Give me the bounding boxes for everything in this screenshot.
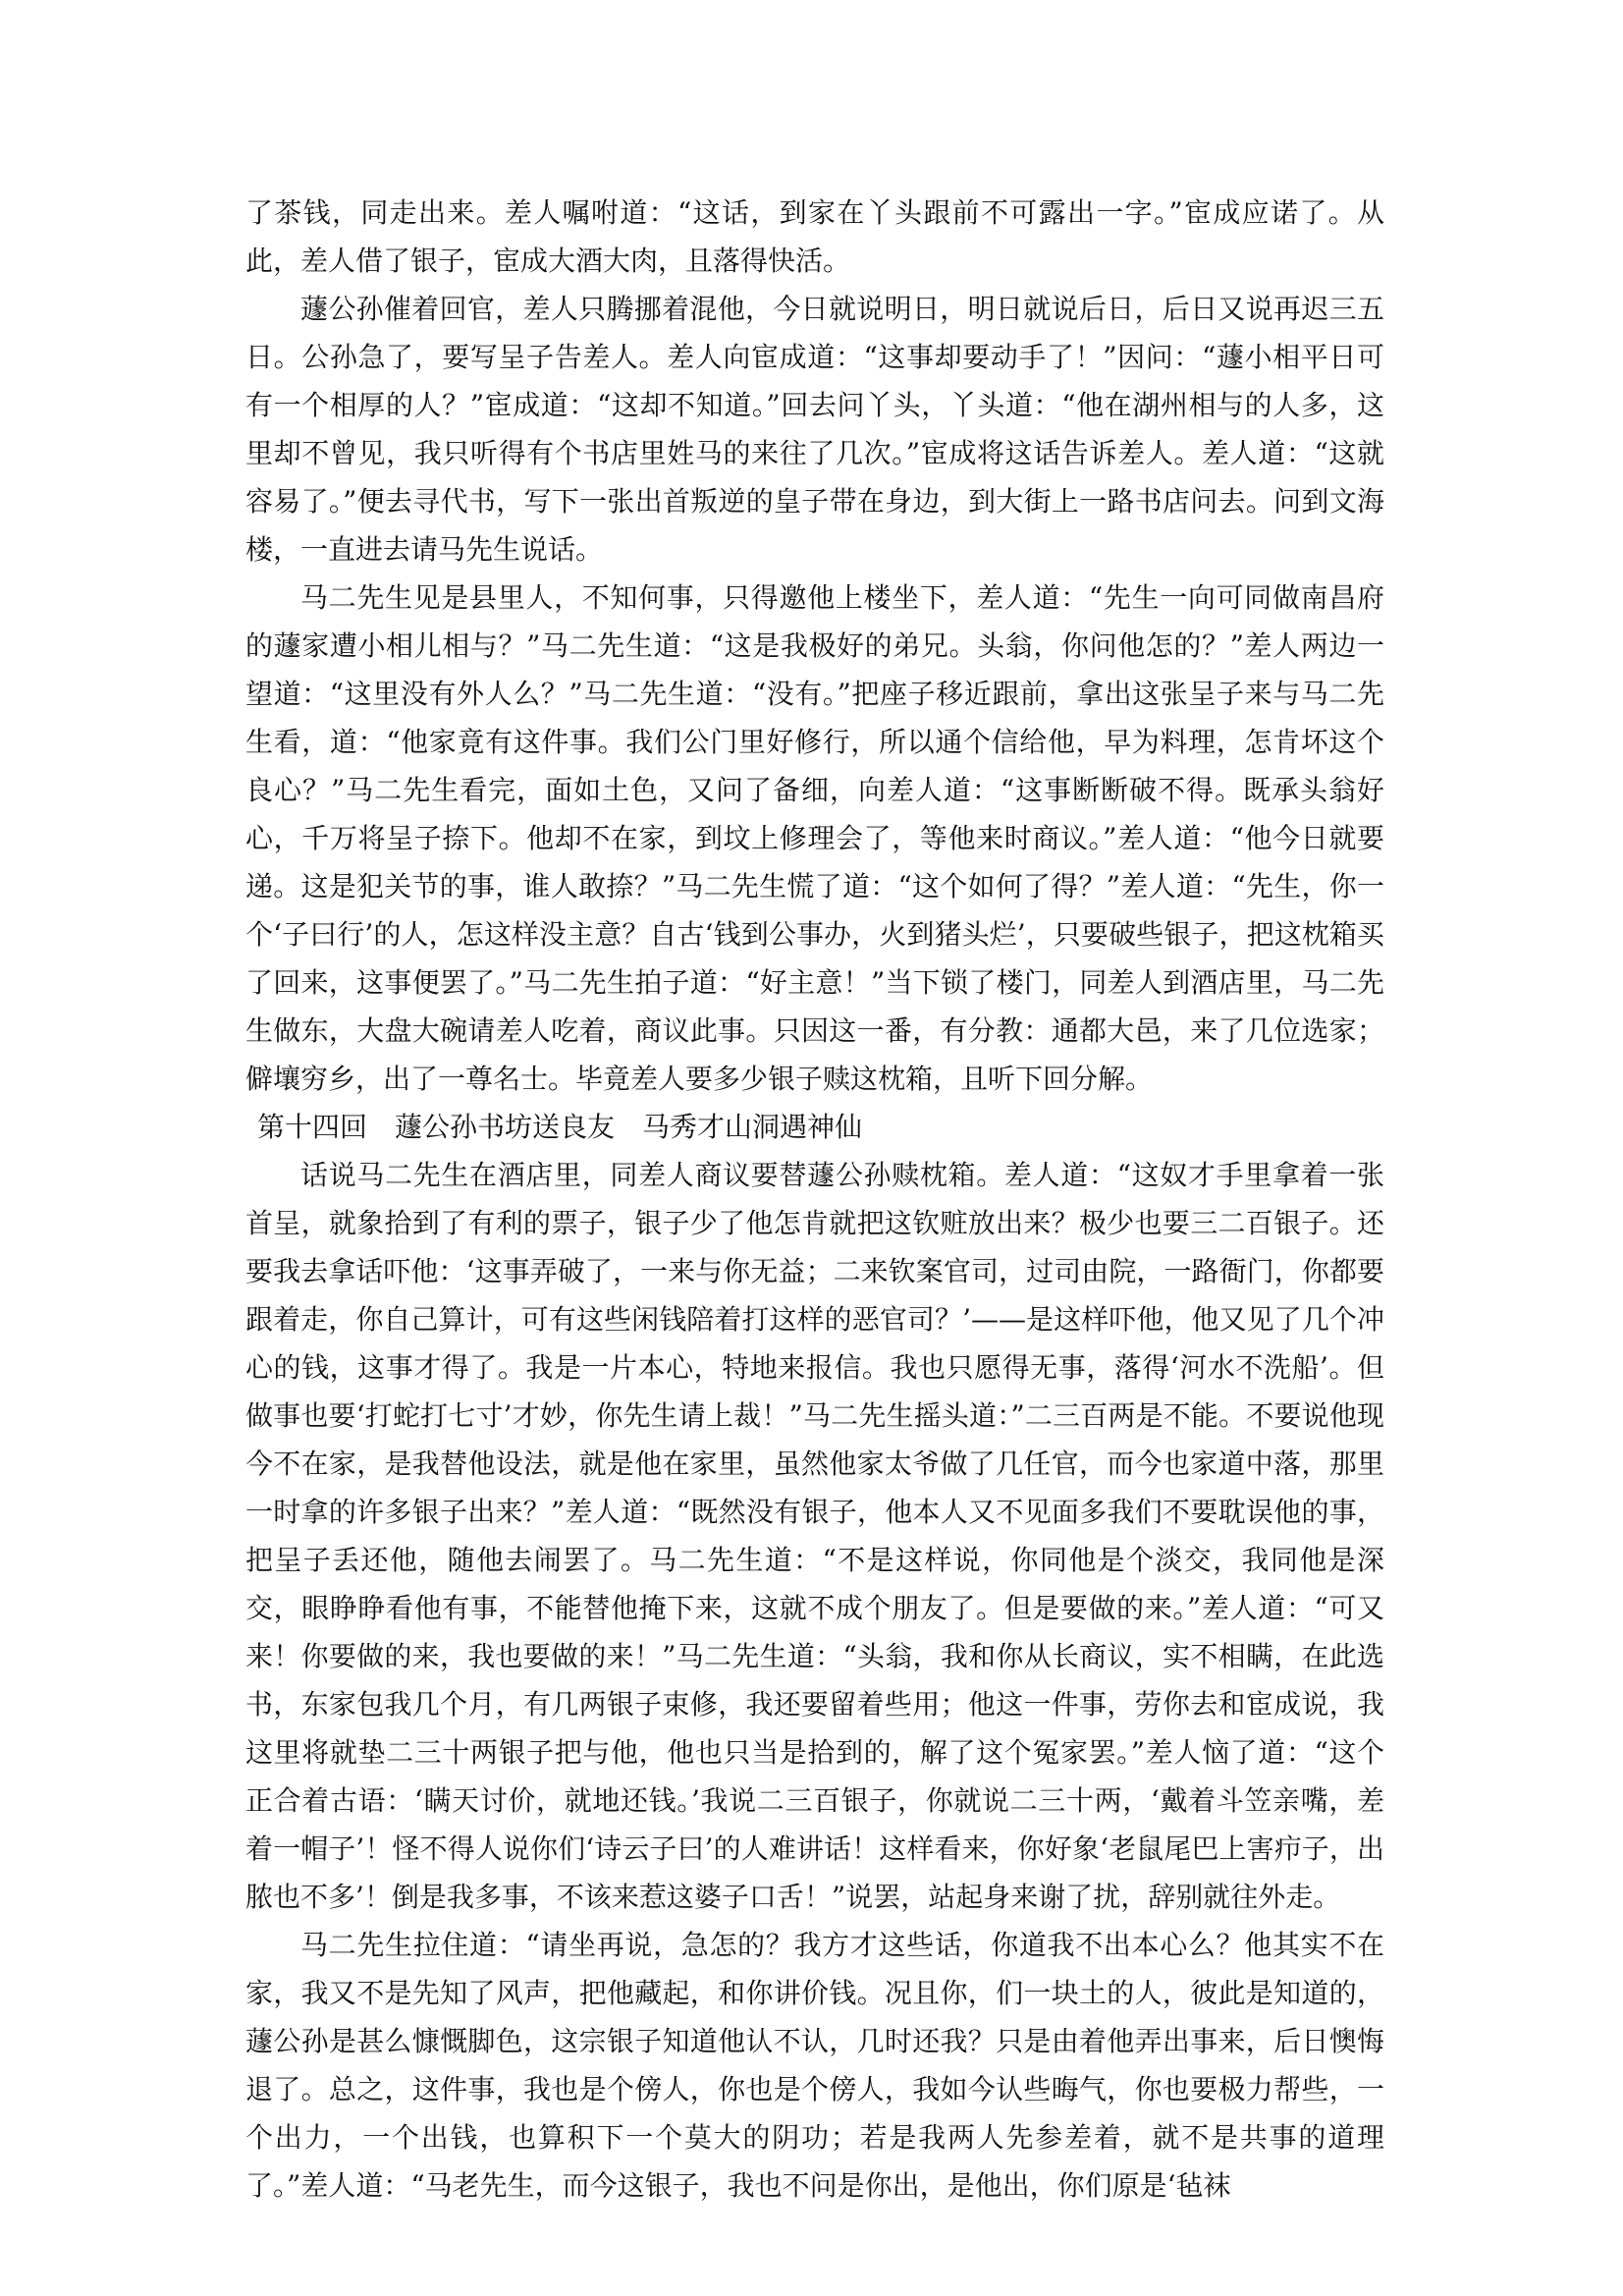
paragraph-3: 马二先生见是县里人，不知何事，只得邀他上楼坐下，差人道：“先生一向可同做南昌府的蘧家遭小相儿相与？”马二先生道：“这是我极好的弟兄。头翁，你问他怎的？”差人两边一望道：“这里没有外人么？”马二先生道：“没有。”把座子移近跟前，拿出这张呈子来与马二先生看，道：“他家竟有这件事。我们公门里好修行，所以通个信给他，早为料理，怎肯坏这个良心？”马二先生看完，面如土色，又问了备细，向差人道：“这事断断破不得。既承头翁好心，千万将呈子捺下。他却不在家，到坟上修理会了，等他来时商议。”差人道：“他今日就要递。这是犯关节的事，谁人敢捺？”马二先生慌了道：“这个如何了得？”差人道：“先生，你一个‘子曰行’的人，怎这样没主意？自古‘钱到公事办，火到猪头烂’，只要破些银子，把这枕箱买了回来，这事便罢了。”马二先生拍子道：“好主意！”当下锁了楼门，同差人到酒店里，马二先生做东，大盘大碗请差人吃着，商议此事。只因这一番，有分教：通都大邑，来了几位选家；僻壤穷乡，出了一尊名士。毕竟差人要多少银子赎这枕箱，且听下回分解。 [245,581,1384,1095]
chapter-heading: 第十四回 蘧公孙书坊送良友 马秀才山洞遇神仙 [257,1111,863,1143]
document-page [245,189,1384,2210]
paragraph-1: 了茶钱，同走出来。差人嘱咐道：“这话，到家在丫头跟前不可露出一字。”宦成应诺了。从此，差人借了银子，宦成大酒大肉，且落得快活。 [245,196,1384,277]
paragraph-2: 蘧公孙催着回官，差人只腾挪着混他，今日就说明日，明日就说后日，后日又说再迟三五日。公孙急了，要写呈子告差人。差人向宦成道：“这事却要动手了！”因问：“蘧小相平日可有一个相厚的人？”宦成道：“这却不知道。”回去问丫头，丫头道：“他在湖州相与的人多，这里却不曾见，我只听得有个书店里姓马的来往了几次。”宦成将这话告诉差人。差人道：“这就容易了。”便去寻代书，写下一张出首叛逆的皇子带在身边，到大街上一路书店问去。问到文海楼，一直进去请马先生说话。 [245,293,1384,566]
paragraph-4: 话说马二先生在酒店里，同差人商议要替蘧公孙赎枕箱。差人道：“这奴才手里拿着一张首呈，就象拾到了有利的票子，银子少了他怎肯就把这钦赃放出来？极少也要三二百银子。还要我去拿话吓他：‘这事弄破了，一来与你无益；二来钦案官司，过司由院，一路衙门，你都要跟着走，你自己算计，可有这些闲钱陪着打这样的恶官司？’——是这样吓他，他又见了几个冲心的钱，这事才得了。我是一片本心，特地来报信。我也只愿得无事，落得‘河水不洗船’。但做事也要‘打蛇打七寸’才妙，你先生请上裁！”马二先生摇头道：”二三百两是不能。不要说他现今不在家，是我替他设法，就是他在家里，虽然他家太爷做了几任官，而今也家道中落，那里一时拿的许多银子出来？”差人道：“既然没有银子，他本人又不见面多我们不要耽误他的事，把呈子丢还他，随他去闹罢了。马二先生道：“不是这样说，你同他是个淡交，我同他是深交，眼睁睁看他有事，不能替他掩下来，这就不成个朋友了。但是要做的来。”差人道：“可又来！你要做的来，我也要做的来！”马二先生道：“头翁，我和你从长商议，实不相瞒，在此选书，东家包我几个月，有几两银子束修，我还要留着些用；他这一件事，劳你去和宦成说，我这里将就垫二三十两银子把与他，他也只当是拾到的，解了这个冤家罢。”差人恼了道：“这个正合着古语：‘瞒天讨价，就地还钱。’我说二三百银子，你就说二三十两，‘戴着斗笠亲嘴，差着一帽子’！怪不得人说你们‘诗云子曰’的人难讲话！这样看来，你好象‘老鼠尾巴上害疖子，出脓也不多’！倒是我多事，不该来惹这婆子口舌！”说罢，站起身来谢了扰，辞别就往外走。 [245,1159,1384,1913]
paragraph-5: 马二先生拉住道：“请坐再说，急怎的？我方才这些话，你道我不出本心么？他其实不在家，我又不是先知了风声，把他藏起，和你讲价钱。况且你，们一块土的人，彼此是知道的，蘧公孙是甚么慷慨脚色，这宗银子知道他认不认，几时还我？只是由着他弄出事来，后日懊悔退了。总之，这件事，我也是个傍人，你也是个傍人，我如今认些晦气，你也要极力帮些，一个出力，一个出钱，也算积下一个莫大的阴功；若是我两人先参差着，就不是共事的道理了。”差人道：“马老先生，而今这银子，我也不问是你出，是他出，你们原是‘毡袜 [245,1929,1384,2202]
